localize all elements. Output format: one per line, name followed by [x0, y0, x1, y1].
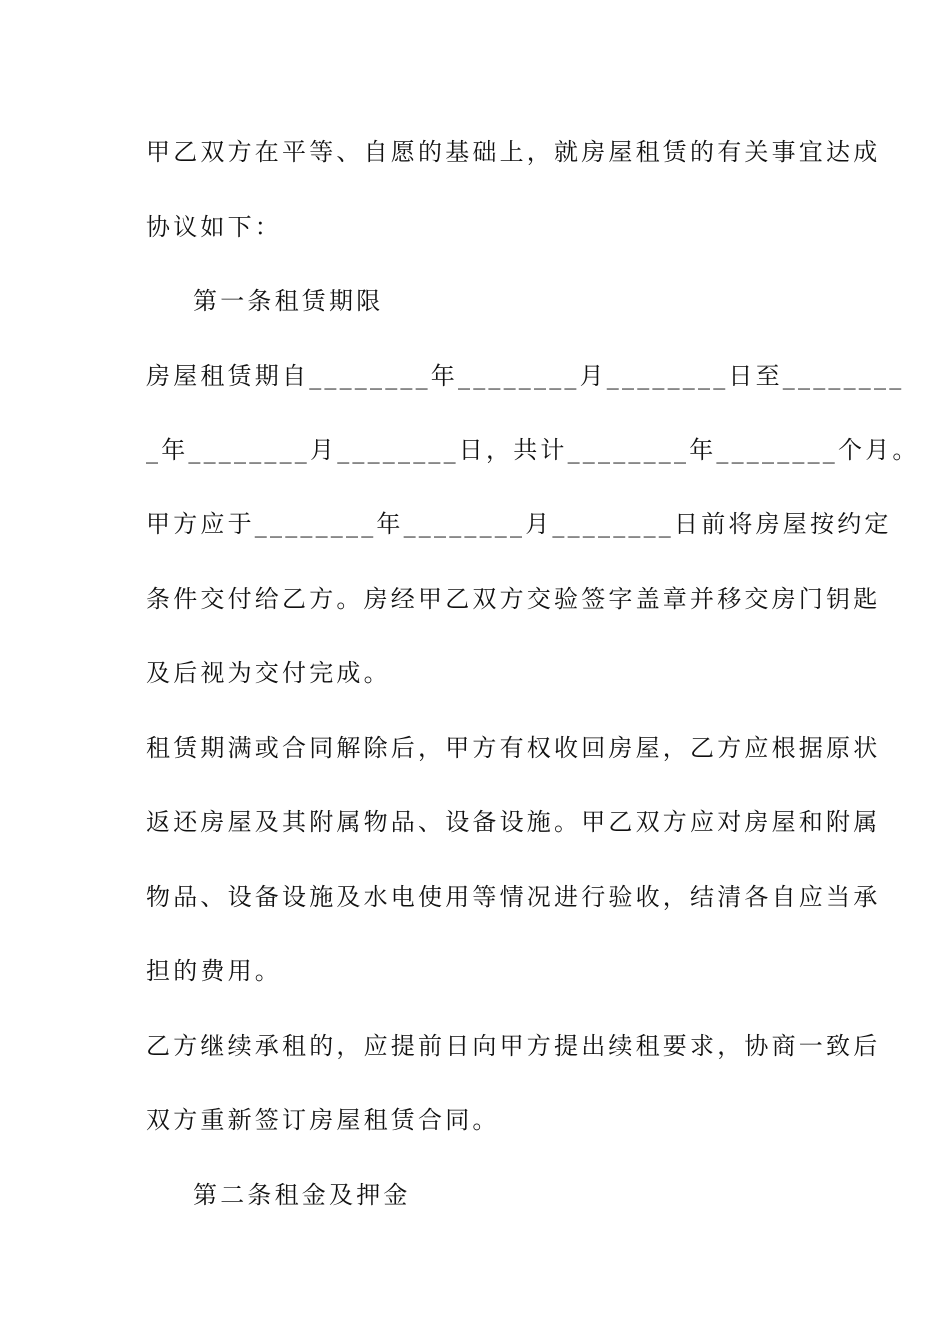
- section-heading: 第一条租赁期限: [193, 287, 384, 315]
- paragraph-line: 双方重新签订房屋租赁合同。: [146, 1106, 500, 1134]
- paragraph-line: _年________月________日，共计________年________个月。: [146, 436, 920, 464]
- paragraph-line: 乙方继续承租的，应提前日向甲方提出续租要求，协商一致后: [146, 1032, 881, 1060]
- paragraph-line: 条件交付给乙方。房经甲乙双方交验签字盖章并移交房门钥匙: [146, 585, 881, 613]
- paragraph-line: 物品、设备设施及水电使用等情况进行验收，结清各自应当承: [146, 883, 881, 911]
- paragraph-line: 甲方应于________年________月________日前将房屋按约定: [146, 510, 892, 538]
- paragraph-line: 协议如下：: [146, 213, 282, 241]
- paragraph-line: 房屋租赁期自________年________月________日至________: [146, 362, 905, 390]
- paragraph-line: 及后视为交付完成。: [146, 659, 391, 687]
- section-heading: 第二条租金及押金: [193, 1181, 411, 1209]
- paragraph-line: 甲乙双方在平等、自愿的基础上，就房屋租赁的有关事宜达成: [146, 138, 881, 166]
- paragraph-line: 返还房屋及其附属物品、设备设施。甲乙双方应对房屋和附属: [146, 808, 881, 836]
- paragraph-line: 租赁期满或合同解除后，甲方有权收回房屋，乙方应根据原状: [146, 734, 881, 762]
- paragraph-line: 担的费用。: [146, 957, 282, 985]
